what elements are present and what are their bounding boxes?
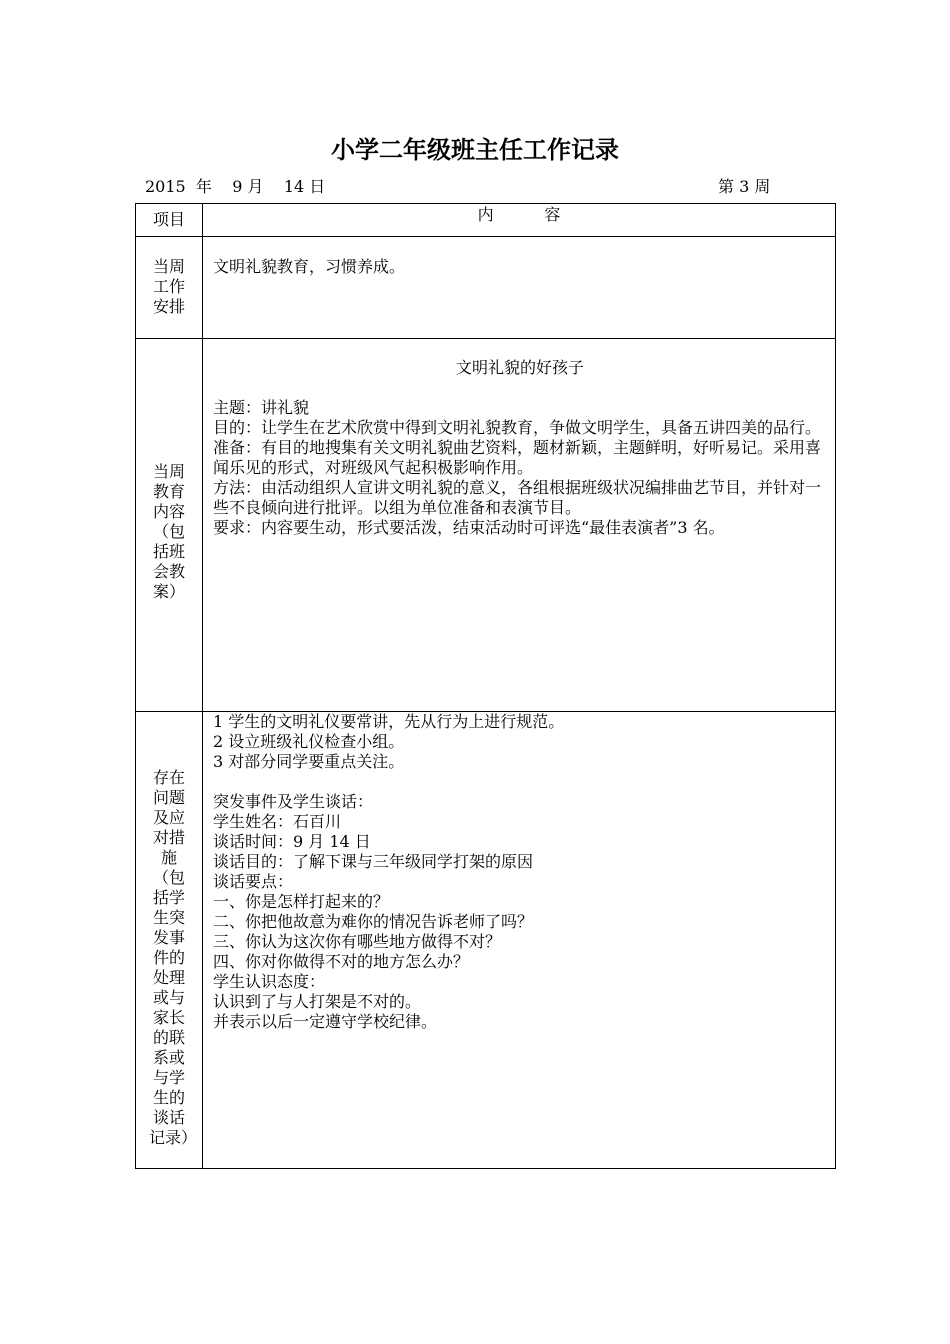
talk-purpose: 谈话目的：了解下课与三年级同学打架的原因	[213, 852, 534, 871]
work-record-table	[135, 203, 836, 1169]
lesson-theme: 主题：讲礼貌	[213, 398, 310, 417]
lesson-preparation: 准备：有目的地搜集有关文明礼貌曲艺资料，题材新颖，主题鲜明，好听易记。采用喜闻乐见的形式，对班级风气起积极影响作用。	[213, 438, 822, 477]
talk-point: 一、你是怎样打起来的？	[213, 892, 390, 911]
table-row-weekly-work	[136, 237, 836, 339]
incident-heading: 突发事件及学生谈话：	[213, 792, 374, 811]
issues-content	[203, 712, 836, 1169]
lesson-method: 方法：由活动组织人宣讲文明礼貌的意义，各组根据班级状况编排曲艺节目，并针对一些不良倾向进行批评。以组为单位准备和表演节目。	[213, 478, 822, 517]
issue-line: 1 学生的文明礼仪要常讲，先从行为上进行规范。	[213, 712, 565, 731]
weekly-work-label: 当周工作安排	[152, 257, 185, 316]
table-row-issues-measures	[136, 712, 836, 1169]
header-item-label: 项目	[152, 210, 185, 229]
lesson-blank-line	[213, 378, 827, 398]
issue-line: 3 对部分同学要重点关注。	[213, 752, 405, 771]
weekly-work-line: 文明礼貌教育，习惯养成。	[213, 257, 406, 276]
issue-line: 2 设立班级礼仪检查小组。	[213, 732, 405, 751]
weekly-education-content	[203, 339, 836, 712]
header-item-cell	[136, 204, 203, 237]
lesson-requirement: 要求：内容要生动，形式要活泼，结束活动时可评选“最佳表演者”3 名。	[213, 518, 725, 537]
header-content-cell	[203, 204, 836, 237]
attitude-heading: 学生认识态度：	[213, 972, 326, 991]
talk-point: 三、你认为这次你有哪些地方做得不对？	[213, 932, 502, 951]
attitude-line: 并表示以后一定遵守学校纪律。	[213, 1012, 438, 1031]
weekly-education-label: 当周教育内容（包括班会教案）	[152, 462, 185, 601]
table-row-weekly-education	[136, 339, 836, 712]
weekly-work-label-cell	[136, 237, 203, 339]
talk-point: 二、你把他故意为难你的情况告诉老师了吗？	[213, 912, 534, 931]
talk-points-heading: 谈话要点：	[213, 872, 294, 891]
table-header-row	[136, 204, 836, 237]
week-number: 第 3 周	[718, 177, 771, 196]
student-name: 学生姓名：石百川	[213, 812, 342, 831]
talk-time: 谈话时间：9 月 14 日	[213, 832, 371, 851]
issues-label: 存在问题及应对措施（包括学生突发事件的处理或与家长的联系或与学生的谈话记录）	[149, 768, 198, 1147]
lesson-purpose: 目的：让学生在艺术欣赏中得到文明礼貌教育，争做文明学生，具备五讲四美的品行。	[213, 418, 822, 437]
page-title: 小学二年级班主任工作记录	[331, 136, 619, 164]
lesson-heading: 文明礼貌的好孩子	[455, 358, 584, 377]
attitude-line: 认识到了与人打架是不对的。	[213, 992, 422, 1011]
talk-point: 四、你对你做得不对的地方怎么办？	[213, 952, 470, 971]
issues-label-cell	[136, 712, 203, 1169]
record-date: 2015 年 9 月 14 日	[145, 177, 326, 196]
weekly-work-content	[203, 237, 836, 339]
header-content-label: 内 容	[477, 205, 561, 224]
weekly-education-label-cell	[136, 339, 203, 712]
issue-blank-line	[213, 772, 827, 792]
